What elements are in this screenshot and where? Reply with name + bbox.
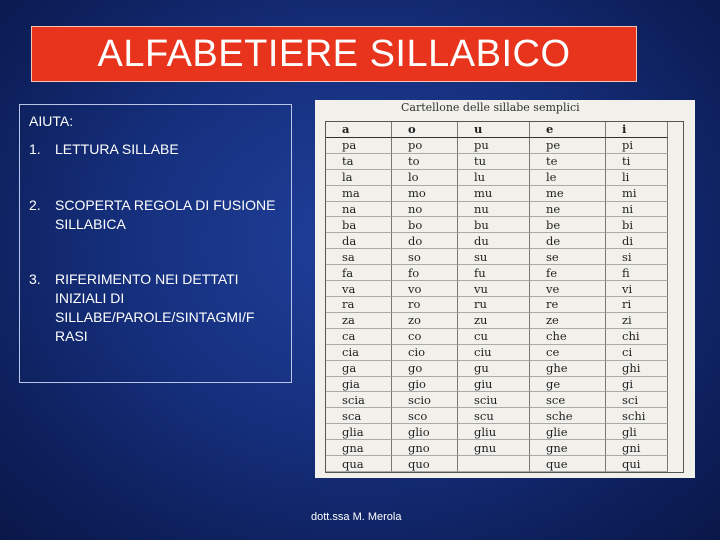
syllable-cell: la [326, 170, 392, 186]
syllable-cell: pa [326, 138, 392, 154]
syllable-cell: gliu [458, 424, 530, 440]
syllable-cell: sco [392, 408, 458, 424]
syllable-cell: pi [606, 138, 668, 154]
syllable-cell: be [530, 217, 606, 233]
syllable-cell: fo [392, 265, 458, 281]
syllable-cell: ghe [530, 361, 606, 377]
syllable-cell: glia [326, 424, 392, 440]
syllable-chart-image [315, 100, 695, 478]
syllable-cell: bu [458, 217, 530, 233]
syllable-cell: sce [530, 392, 606, 408]
footer-author: dott.ssa M. Merola [311, 511, 402, 523]
syllable-header: i [606, 122, 668, 138]
syllable-cell: bo [392, 217, 458, 233]
syllable-cell: po [392, 138, 458, 154]
syllable-cell: gio [392, 377, 458, 393]
syllable-cell: lu [458, 170, 530, 186]
syllable-cell: sca [326, 408, 392, 424]
list-item-2 [29, 196, 282, 234]
syllable-cell: vi [606, 281, 668, 297]
syllable-cell: nu [458, 202, 530, 218]
help-text-box [19, 104, 292, 383]
syllable-cell: ge [530, 377, 606, 393]
syllable-cell: quo [392, 456, 458, 472]
syllable-grid [325, 121, 684, 473]
syllable-cell: sche [530, 408, 606, 424]
syllable-cell: ro [392, 297, 458, 313]
syllable-header: e [530, 122, 606, 138]
syllable-cell: ga [326, 361, 392, 377]
syllable-cell: pe [530, 138, 606, 154]
syllable-cell: sciu [458, 392, 530, 408]
list-item-1 [29, 140, 282, 159]
syllable-cell: go [392, 361, 458, 377]
syllable-cell: sa [326, 249, 392, 265]
syllable-cell: chi [606, 329, 668, 345]
syllable-cell: ghi [606, 361, 668, 377]
syllable-cell: mo [392, 186, 458, 202]
syllable-cell: glio [392, 424, 458, 440]
syllable-cell: do [392, 233, 458, 249]
syllable-cell: vo [392, 281, 458, 297]
syllable-cell: cu [458, 329, 530, 345]
syllable-cell: qua [326, 456, 392, 472]
syllable-cell: co [392, 329, 458, 345]
syllable-cell: fe [530, 265, 606, 281]
syllable-cell: ve [530, 281, 606, 297]
syllable-cell: qui [606, 456, 668, 472]
syllable-cell: ru [458, 297, 530, 313]
syllable-cell: gni [606, 440, 668, 456]
syllable-cell: ri [606, 297, 668, 313]
syllable-cell: glie [530, 424, 606, 440]
syllable-cell: za [326, 313, 392, 329]
syllable-cell: me [530, 186, 606, 202]
syllable-cell: ze [530, 313, 606, 329]
syllable-cell: gne [530, 440, 606, 456]
list-number: 2. [29, 197, 41, 213]
syllable-cell: fu [458, 265, 530, 281]
syllable-cell: mu [458, 186, 530, 202]
syllable-cell: ce [530, 345, 606, 361]
syllable-cell: mi [606, 186, 668, 202]
syllable-cell: bi [606, 217, 668, 233]
syllable-cell: ba [326, 217, 392, 233]
syllable-cell: se [530, 249, 606, 265]
syllable-cell: da [326, 233, 392, 249]
syllable-cell: sci [606, 392, 668, 408]
syllable-cell: scia [326, 392, 392, 408]
syllable-cell: fa [326, 265, 392, 281]
aiuta-label: AIUTA: [29, 113, 74, 129]
list-number: 3. [29, 271, 41, 287]
syllable-header: a [326, 122, 392, 138]
syllable-cell: ti [606, 154, 668, 170]
syllable-cell: gna [326, 440, 392, 456]
syllable-cell: cia [326, 345, 392, 361]
syllable-cell: que [530, 456, 606, 472]
syllable-cell: ra [326, 297, 392, 313]
syllable-cell: pu [458, 138, 530, 154]
syllable-cell: gnu [458, 440, 530, 456]
slide-title: ALFABETIERE SILLABICO [97, 32, 571, 75]
syllable-cell: scu [458, 408, 530, 424]
syllable-cell: li [606, 170, 668, 186]
syllable-cell: gi [606, 377, 668, 393]
syllable-cell: gia [326, 377, 392, 393]
syllable-header: u [458, 122, 530, 138]
syllable-cell: na [326, 202, 392, 218]
syllable-cell: no [392, 202, 458, 218]
syllable-cell: di [606, 233, 668, 249]
syllable-cell: ne [530, 202, 606, 218]
syllable-cell: ca [326, 329, 392, 345]
syllable-cell: le [530, 170, 606, 186]
syllable-cell: gno [392, 440, 458, 456]
syllable-cell: lo [392, 170, 458, 186]
syllable-cell: ci [606, 345, 668, 361]
syllable-cell: si [606, 249, 668, 265]
syllable-cell: so [392, 249, 458, 265]
syllable-cell: che [530, 329, 606, 345]
syllable-cell: zu [458, 313, 530, 329]
syllable-cell: vu [458, 281, 530, 297]
syllable-cell: giu [458, 377, 530, 393]
syllable-cell: schi [606, 408, 668, 424]
syllable-cell [458, 456, 530, 472]
syllable-cell: re [530, 297, 606, 313]
syllable-cell: scio [392, 392, 458, 408]
syllable-cell: te [530, 154, 606, 170]
syllable-cell: cio [392, 345, 458, 361]
syllable-cell: ni [606, 202, 668, 218]
syllable-cell: va [326, 281, 392, 297]
syllable-cell: to [392, 154, 458, 170]
syllable-cell: zi [606, 313, 668, 329]
slide-title-box [31, 26, 637, 82]
syllable-cell: zo [392, 313, 458, 329]
list-text: LETTURA SILLABE [55, 141, 179, 157]
syllable-cell: de [530, 233, 606, 249]
syllable-cell: fi [606, 265, 668, 281]
syllable-cell: gu [458, 361, 530, 377]
syllable-cell: tu [458, 154, 530, 170]
syllable-header: o [392, 122, 458, 138]
syllable-cell: ta [326, 154, 392, 170]
syllable-cell: ciu [458, 345, 530, 361]
list-item-3 [29, 270, 282, 346]
syllable-cell: ma [326, 186, 392, 202]
syllable-cell: du [458, 233, 530, 249]
syllable-cell: gli [606, 424, 668, 440]
list-number: 1. [29, 141, 41, 157]
list-text: SCOPERTA REGOLA DI FUSIONE SILLABICA [55, 197, 276, 232]
syllable-chart-title: Cartellone delle sillabe semplici [401, 101, 580, 114]
list-text: RIFERIMENTO NEI DETTATI INIZIALI DI SILLABE/PAROLE/SINTAGMI/F RASI [55, 271, 255, 344]
syllable-cell: su [458, 249, 530, 265]
